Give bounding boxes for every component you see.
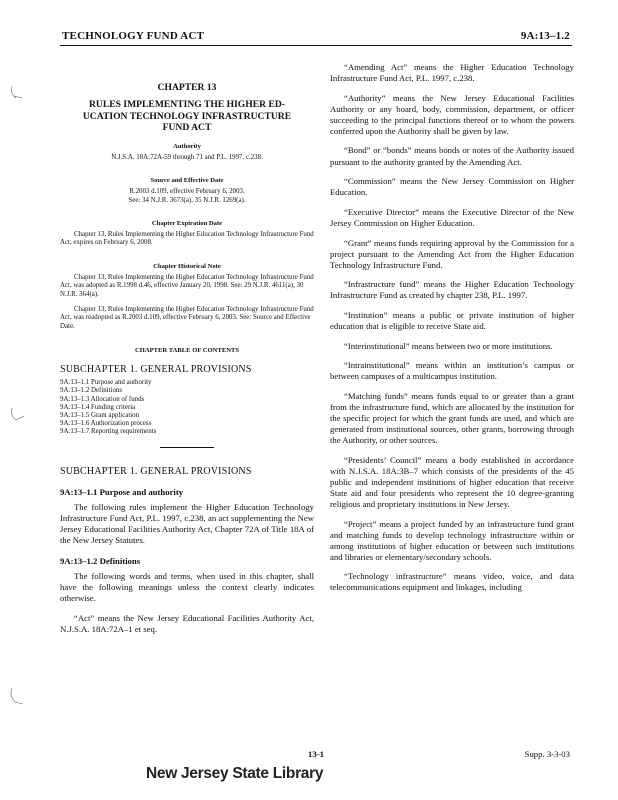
toc-subchapter: SUBCHAPTER 1. GENERAL PROVISIONS	[60, 364, 252, 376]
definition-paragraph: “Amending Act” means the Higher Education Technology Infrastructure Fund Act, P.L. 1997, c.238.	[330, 62, 574, 84]
definition-paragraph: “Presidents’ Council” means a body established in accordance with N.J.S.A. 18A:3B–7 which consists of the presidents of the 45 public and independent institutions of higher education that receive State aid and four presidents who represent the 10 degree-granting religious and proprietary institutions in New Jersey.	[330, 454, 574, 509]
chapter-number: CHAPTER 13	[157, 82, 217, 93]
authority-text: N.J.S.A. 18A:72A-59 through 71 and P.L. 1997, c.238.	[111, 153, 263, 161]
section-paragraph: The following rules implement the Higher Education Technology Infrastructure Fund Act, P.L. 1997, c.238, an act supplementing the New Jersey Educational Facilities Authority Act, Chapter 72A of Title 18A of the New Jersey Statutes.	[60, 501, 314, 545]
toc-item[interactable]: 9A:13–1.5 Grant application	[60, 412, 140, 420]
running-header-section: 9A:13–1.2	[520, 30, 570, 42]
definition-paragraph: “Bond” or “bonds” means bonds or notes of the Authority issued pursuant to the authority granted by the Amending Act.	[330, 145, 574, 167]
page-number: 13-1	[308, 749, 324, 759]
toc-item[interactable]: 9A:13–1.3 Allocation of funds	[60, 395, 145, 403]
toc-list	[60, 379, 314, 436]
historical-note-paragraph: Chapter 13, Rules Implementing the Higher Education Technology Infrastructure Fund Act, was readopted as R.2003 d.109, effective February 6, 2003. See: Source and Effective Date.	[60, 306, 314, 330]
running-header-title: TECHNOLOGY FUND ACT	[62, 30, 205, 42]
subchapter-heading: SUBCHAPTER 1. GENERAL PROVISIONS	[60, 465, 252, 477]
authority-heading: Authority	[173, 142, 201, 150]
definition-paragraph: “Institution” means a public or private institution of higher education that is eligible to receive State aid.	[330, 309, 574, 331]
left-column	[60, 62, 314, 644]
header-rule	[60, 45, 572, 46]
definition-paragraph: “Commission” means the New Jersey Commission on Higher Education.	[330, 176, 574, 198]
supplement-date: Supp. 3-3-03	[524, 749, 570, 759]
historical-note-heading: Chapter Historical Note	[153, 262, 221, 270]
historical-note-paragraph: Chapter 13, Rules Implementing the Higher Education Technology Infrastructure Fund Act, was adopted as R.1998 d.46, effective January 20, 1998. See: 29 N.J.R. 4611(a), 30 N.J.R. 364(a).	[60, 273, 314, 298]
library-stamp: New Jersey State Library	[146, 765, 324, 782]
definition-paragraph: “Matching funds” means funds equal to or greater than a grant from the infrastructure fund, which are allocated by the institution for the specific project for which the grant funds are used, and which are generated from institutional sources, other grants, borrowing through the Authority, or other sources.	[330, 390, 574, 446]
binder-hole-mark-icon	[6, 82, 36, 102]
right-column	[330, 62, 574, 602]
toc-item[interactable]: 9A:13–1.4 Funding criteria	[60, 403, 136, 411]
expiration-text: Chapter 13, Rules Implementing the Higher Education Technology Infrastructure Fund Act, expires on February 6, 2008.	[60, 231, 314, 247]
definition-paragraph: “Intrainstitutional” means within an institution’s campus or between campuses of a multicampus institution.	[330, 360, 574, 382]
toc-item[interactable]: 9A:13–1.1 Purpose and authority	[60, 379, 152, 387]
binder-hole-mark-icon	[6, 404, 36, 424]
section-divider	[160, 447, 214, 448]
toc-item[interactable]: 9A:13–1.6 Authorization process	[60, 420, 152, 428]
source-line-1: R.2003 d.109, effective February 6, 2003.	[129, 188, 245, 196]
toc-heading: CHAPTER TABLE OF CONTENTS	[134, 347, 240, 355]
definition-paragraph: “Executive Director” means the Executive Director of the New Jersey Commission on Higher Education.	[330, 206, 574, 228]
definition-paragraph: “Grant” means funds requiring approval by the Commission for a project pursuant to the Amending Act from the Higher Education Technology Infrastructure Fund.	[330, 237, 574, 270]
expiration-heading: Chapter Expiration Date	[151, 220, 223, 227]
source-line-2: See: 34 N.J.R. 3673(a), 35 N.J.R. 1269(a).	[128, 196, 246, 204]
toc-item[interactable]: 9A:13–1.7 Reporting requirements	[60, 428, 157, 436]
toc-item[interactable]: 9A:13–1.2 Definitions	[60, 387, 123, 395]
definition-paragraph: “Infrastructure fund” means the Higher Education Technology Infrastructure Fund as created by chapter 238, P.L. 1997.	[330, 279, 574, 301]
definition-paragraph: “Authority” means the New Jersey Educational Facilities Authority or any board, body, commission, department, or officer succeeding to the principal functions thereof or to whom the powers conferred upon the Authority shall be given by law.	[330, 92, 574, 136]
section-heading: 9A:13–1.1 Purpose and authority	[60, 486, 184, 497]
definition-paragraph: “Project” means a project funded by an infrastructure fund grant and matching funds to develop technology infrastructure within or among institutions of higher education or between such institutions and libraries or elementary/secondary schools.	[330, 518, 574, 562]
definition-paragraph: “Technology infrastructure” means video, voice, and data telecommunications equipment and linkages, including	[330, 571, 574, 593]
chapter-title: RULES IMPLEMENTING THE HIGHER EDUCATION TECHNOLOGY INFRASTRUCTURE FUND ACT	[82, 99, 292, 134]
binder-hole-mark-icon	[6, 686, 36, 706]
source-heading: Source and Effective Date	[150, 177, 224, 185]
section-paragraph: The following words and terms, when used in this chapter, shall have the following meanings unless the context clearly indicates otherwise.	[60, 570, 314, 603]
definition-paragraph: “Interinstitutional” means between two or more institutions.	[344, 340, 553, 351]
section-heading: 9A:13–1.2 Definitions	[60, 555, 141, 566]
definition-paragraph: “Act” means the New Jersey Educational Facilities Authority Act, N.J.S.A. 18A:72A–1 et seq.	[60, 612, 314, 634]
